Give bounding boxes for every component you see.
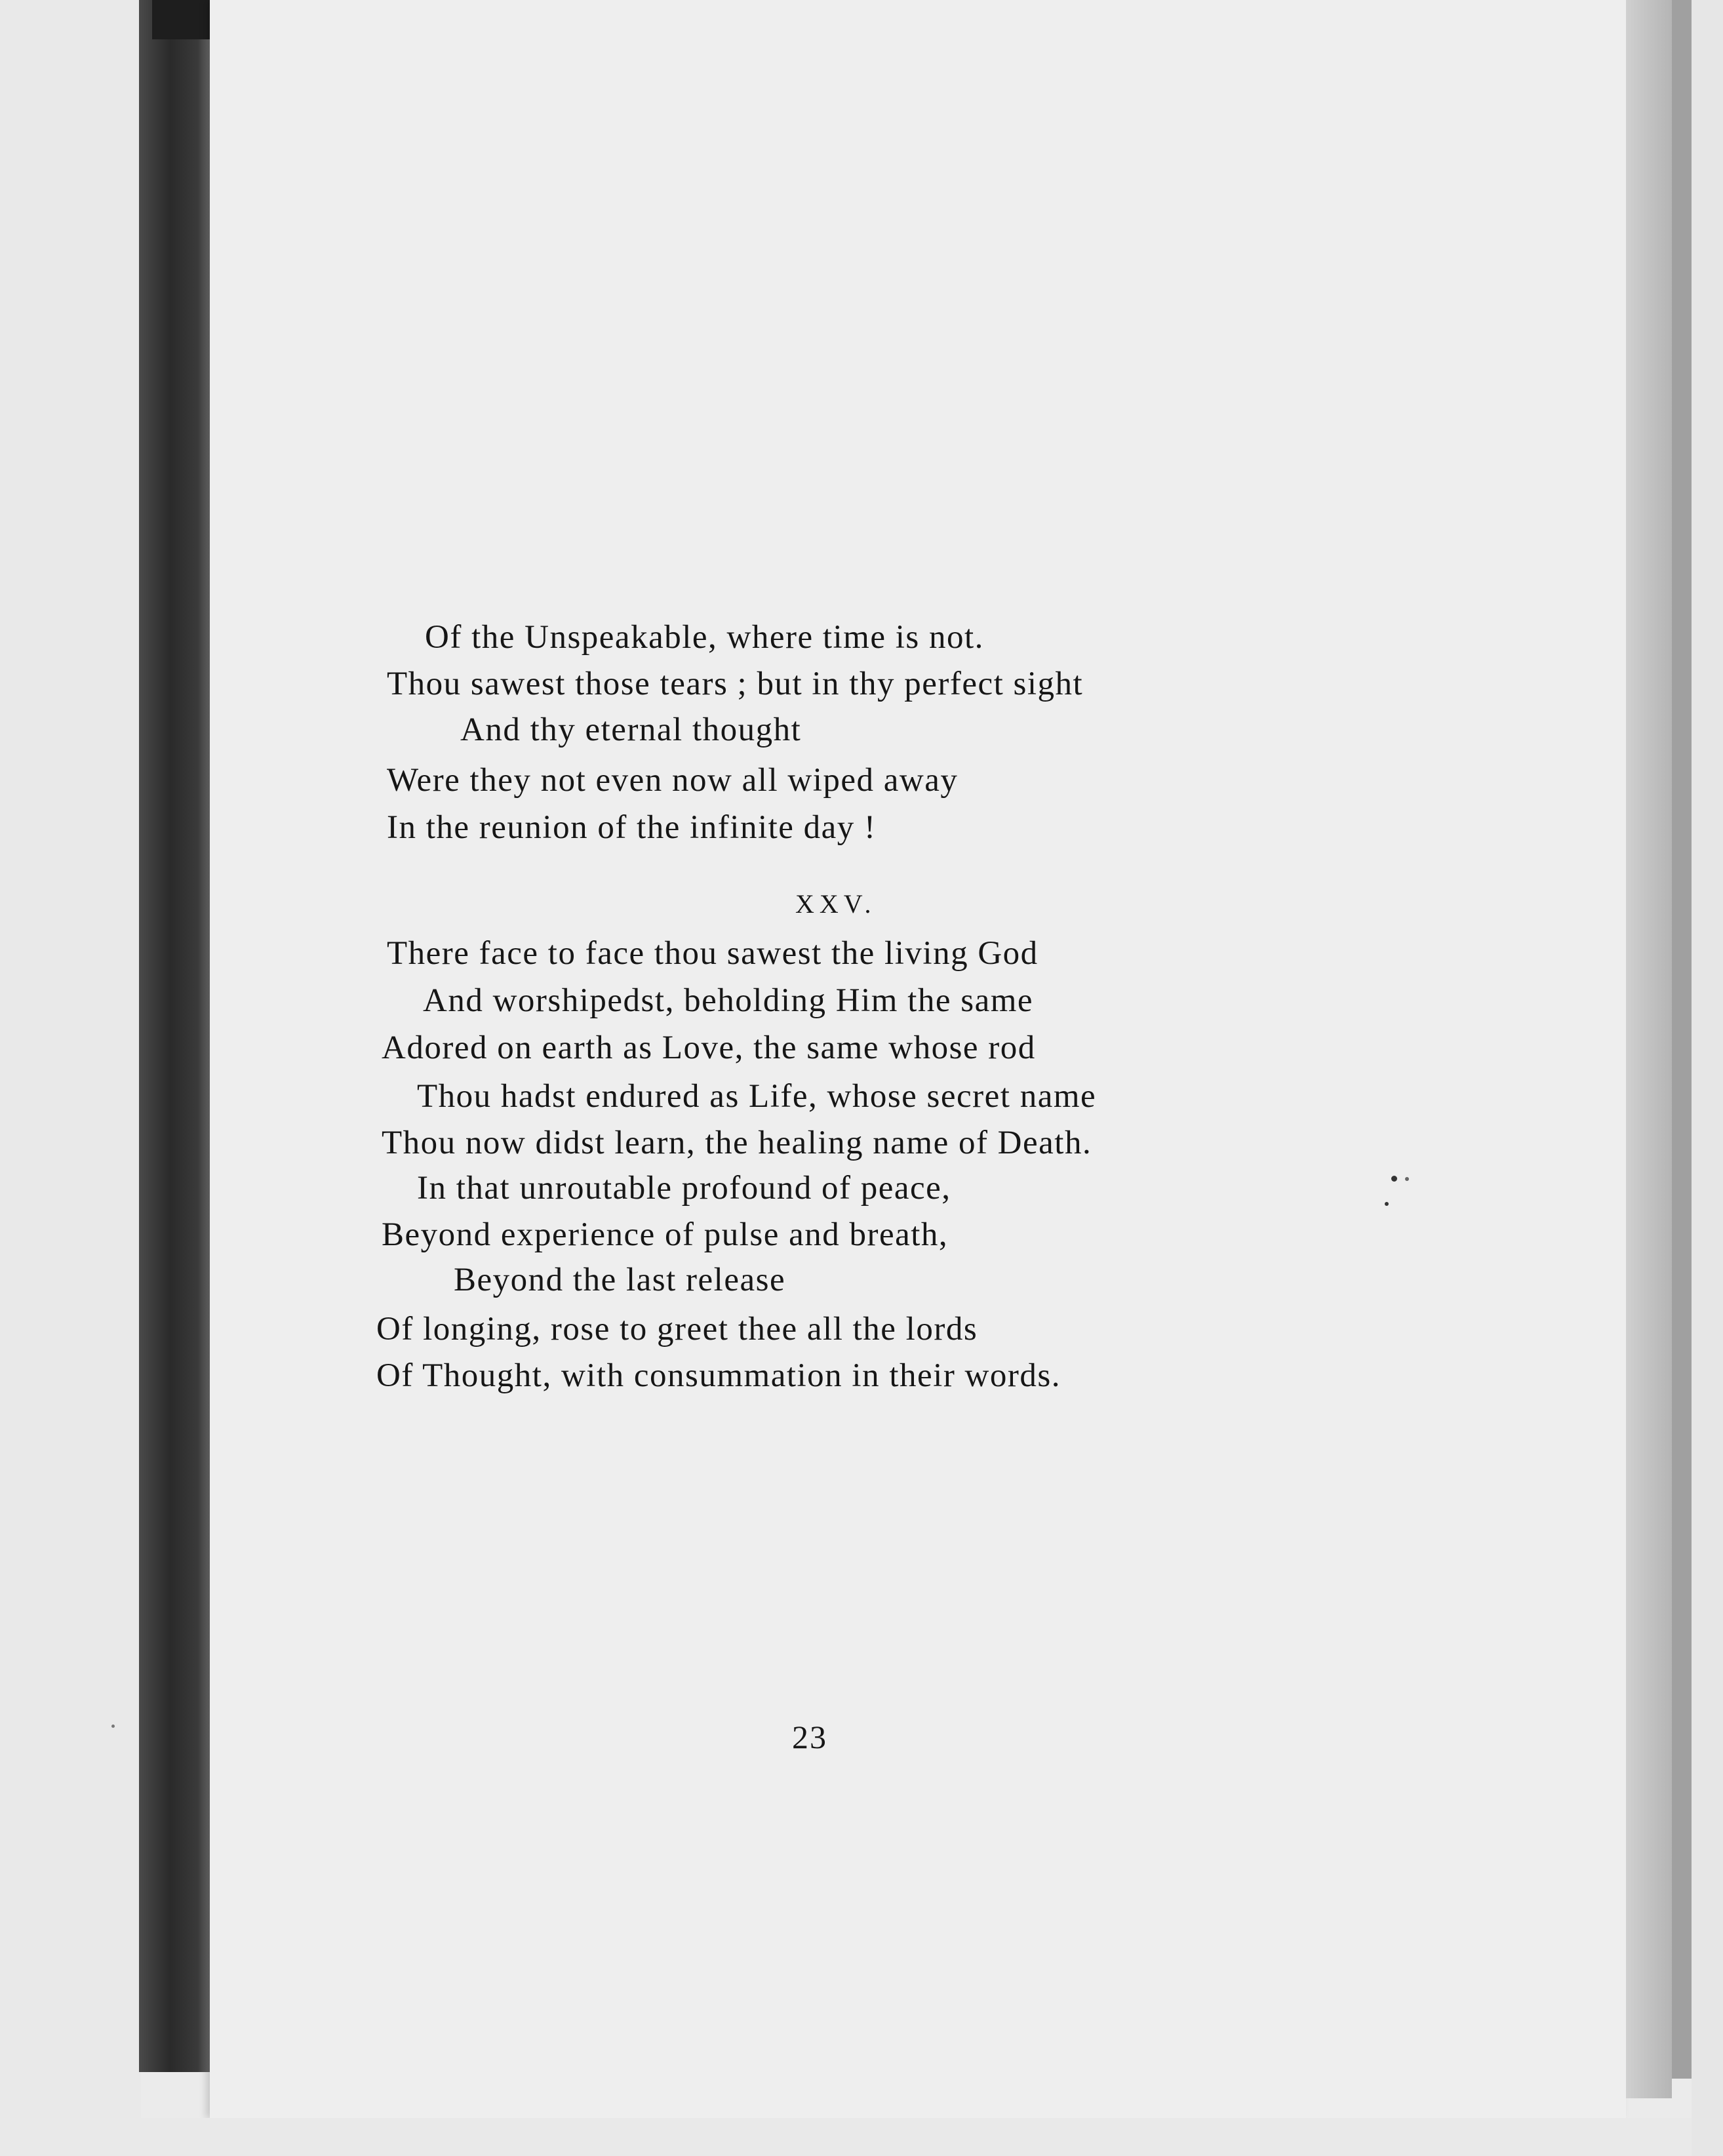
scan-margin <box>1692 0 1723 2156</box>
poem-line: Thou sawest those tears ; but in thy perfect sight <box>387 666 1084 702</box>
book-gutter <box>139 0 218 2072</box>
bottom-margin <box>131 2118 1692 2156</box>
poem-line: Beyond experience of pulse and breath, <box>382 1216 949 1253</box>
poem-line: And thy eternal thought <box>460 711 802 748</box>
dust-speck <box>1391 1176 1397 1182</box>
dust-speck <box>1385 1202 1389 1206</box>
poem-line: There face to face thou sawest the living God <box>387 935 1039 972</box>
poem-line: Adored on earth as Love, the same whose rod <box>382 1029 1036 1066</box>
poem-line: Were they not even now all wiped away <box>387 762 959 799</box>
poem-line: In the reunion of the infinite day ! <box>387 809 877 846</box>
cover-edge <box>1672 0 1692 2079</box>
dust-speck <box>111 1725 115 1728</box>
section-heading: XXV. <box>795 889 877 919</box>
left-page-edge <box>0 0 141 2156</box>
poem-line: Of Thought, with consummation in their words. <box>376 1357 1061 1394</box>
poem-line: Of longing, rose to greet thee all the lords <box>376 1311 978 1348</box>
poem-line: Of the Unspeakable, where time is not. <box>425 619 984 656</box>
page-number: 23 <box>792 1719 827 1755</box>
poem-line: And worshipedst, beholding Him the same <box>423 982 1034 1019</box>
poem-line: Beyond the last release <box>454 1262 786 1298</box>
page-stack-edge <box>1626 0 1672 2098</box>
poem-line: Thou now didst learn, the healing name of Death. <box>382 1125 1092 1161</box>
poem-line: Thou hadst endured as Life, whose secret name <box>417 1078 1097 1115</box>
poem-line: In that unroutable profound of peace, <box>417 1170 951 1207</box>
dust-speck <box>1405 1177 1409 1181</box>
gutter-shadow <box>152 0 211 39</box>
